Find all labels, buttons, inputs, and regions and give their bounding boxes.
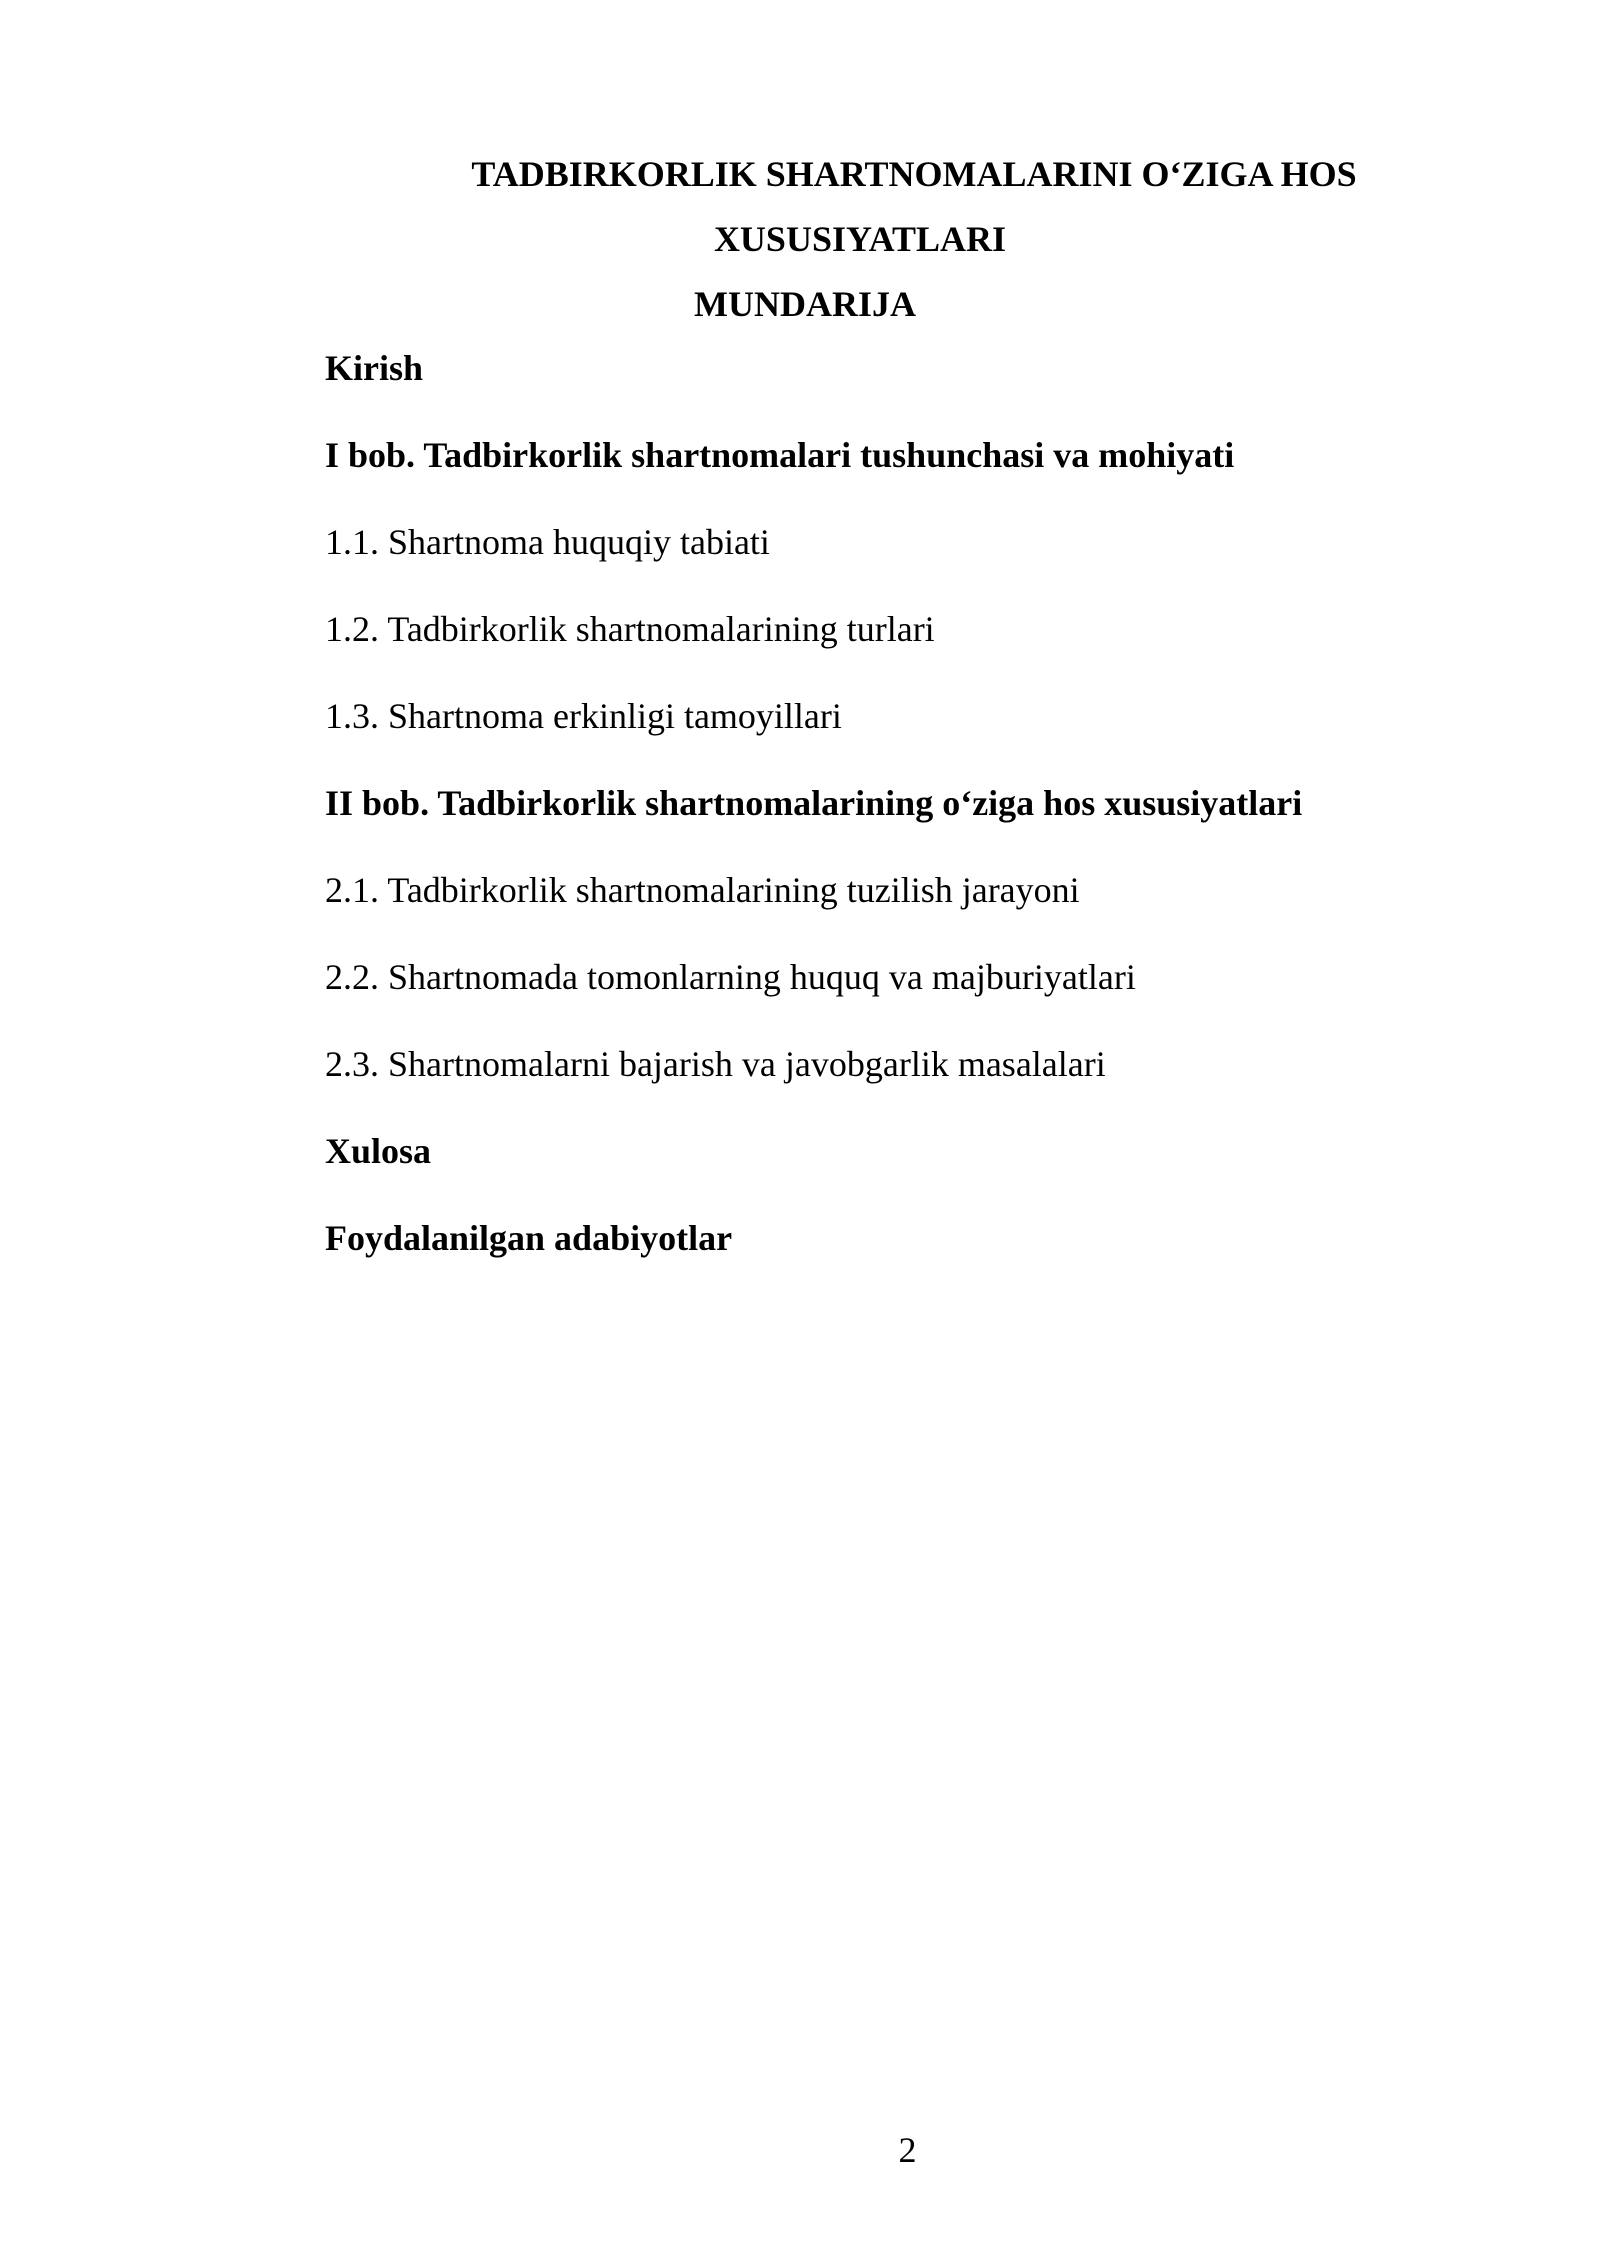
toc-item-conclusion: Xulosa bbox=[325, 1131, 432, 1171]
toc-item-section-1-2: 1.2. Tadbirkorlik shartnomalarining turlari bbox=[325, 609, 935, 649]
toc-item-section-1-3: 1.3. Shartnoma erkinligi tamoyillari bbox=[325, 696, 842, 736]
toc-item-introduction: Kirish bbox=[325, 348, 424, 388]
page-number: 2 bbox=[898, 2130, 917, 2170]
toc-item-references: Foydalanilgan adabiyotlar bbox=[325, 1218, 733, 1258]
contents-heading: MUNDARIJA bbox=[694, 284, 916, 324]
document-title-line-1: TADBIRKORLIK SHARTNOMALARINI O‘ZIGA HOS bbox=[471, 154, 1357, 194]
toc-item-section-2-1: 2.1. Tadbirkorlik shartnomalarining tuzilish jarayoni bbox=[325, 870, 1080, 910]
document-title-line-2: XUSUSIYATLARI bbox=[713, 219, 1007, 259]
toc-item-chapter-2: II bob. Tadbirkorlik shartnomalarining o‘ziga hos xususiyatlari bbox=[325, 783, 1303, 823]
toc-item-section-2-3: 2.3. Shartnomalarni bajarish va javobgarlik masalalari bbox=[325, 1044, 1106, 1084]
toc-item-chapter-1: I bob. Tadbirkorlik shartnomalari tushunchasi va mohiyati bbox=[325, 435, 1235, 475]
toc-item-section-1-1: 1.1. Shartnoma huquqiy tabiati bbox=[325, 522, 770, 562]
toc-item-section-2-2: 2.2. Shartnomada tomonlarning huquq va majburiyatlari bbox=[325, 957, 1136, 997]
table-of-contents bbox=[325, 346, 1525, 1303]
